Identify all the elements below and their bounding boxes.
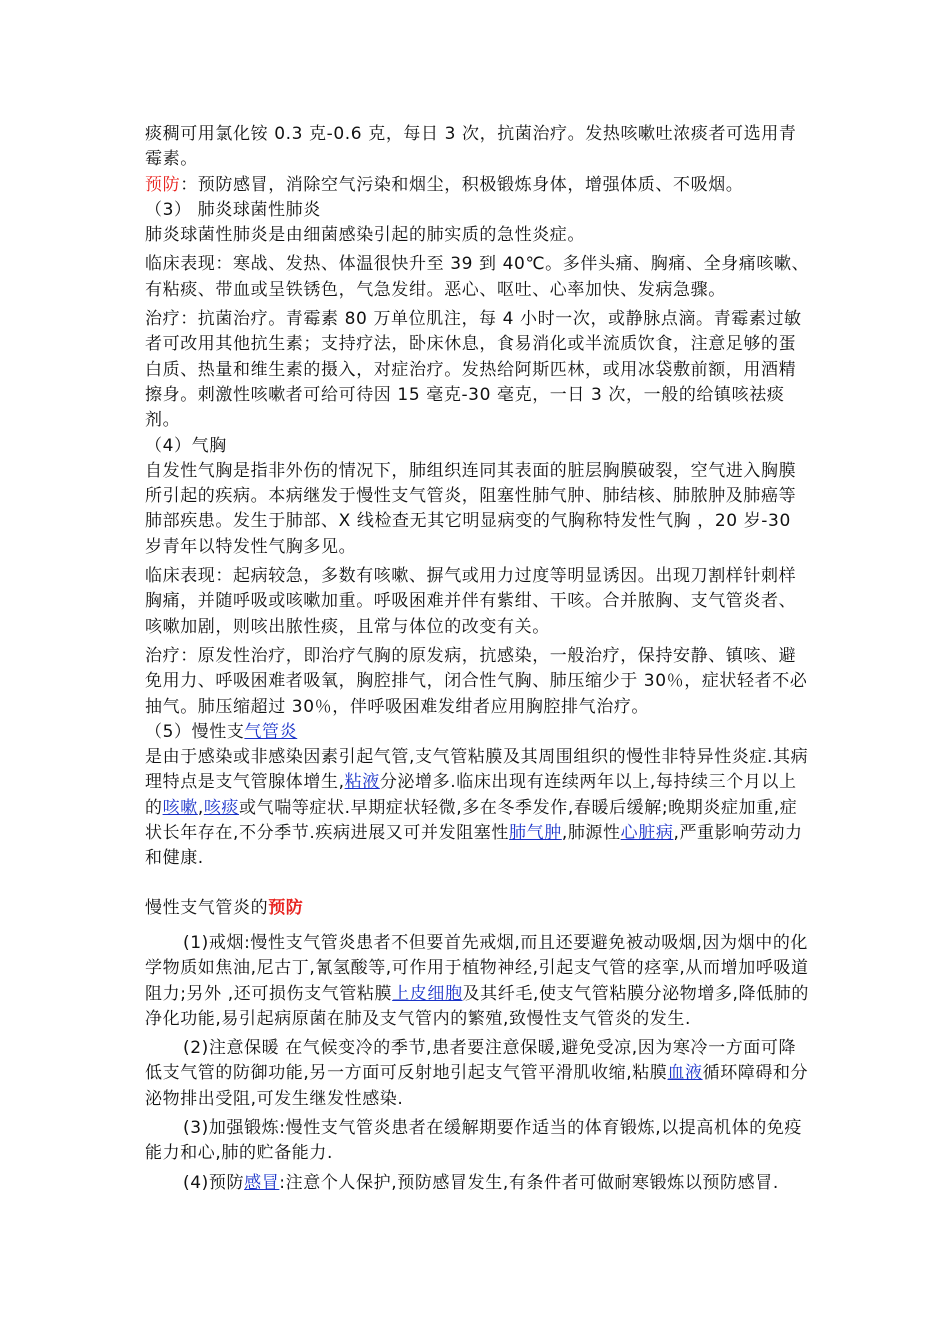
text-segment: 或气喘等症状.早期症状轻微,多在冬季发作,春暖后缓解;晚期炎症加重,症状长年存在,不分季节.疾病进展又可并发阻塞性 bbox=[145, 797, 798, 844]
paragraph-pneumonia-symptoms: 临床表现：寒战、发热、体温很快升至 39 到 40℃。多伴头痛、胸痛、全身痛咳嗽、有粘痰、带血或呈铁锈色，气急发绀。恶心、呕吐、心率加快、发病急骤。 bbox=[145, 254, 810, 300]
paragraph-prevention bbox=[145, 173, 810, 198]
heading-bronchitis-prevention bbox=[145, 896, 810, 921]
paragraph-exercise: (3)加强锻炼:慢性支气管炎患者在缓解期要作适当的体育锻炼,以提高机体的免疫能力和心,肺的贮备能力. bbox=[145, 1117, 803, 1164]
paragraph-keep-warm bbox=[145, 1036, 810, 1112]
paragraph-prevent-cold bbox=[145, 1171, 810, 1196]
paragraph-quit-smoking bbox=[145, 931, 810, 1032]
prevention-text: ：预防感冒，消除空气污染和烟尘，积极锻炼身体，增强体质、不吸烟。 bbox=[180, 174, 744, 195]
heading-prefix: 慢性支气管炎的 bbox=[145, 897, 269, 918]
paragraph-pneumothorax-treatment: 治疗：原发性治疗，即治疗气胸的原发病，抗感染，一般治疗，保持安静、镇咳、避免用力、呼吸困难者吸氧，胸腔排气，闭合性气胸、肺压缩少于 30％，症状轻者不必抽气。肺压缩超过 30％，伴呼吸困难发绀者应用胸腔排气治疗。 bbox=[145, 645, 808, 717]
link-emphysema[interactable]: 肺气肿 bbox=[509, 823, 562, 844]
text-segment: ,肺源性 bbox=[561, 823, 621, 844]
link-heart-disease[interactable]: 心脏病 bbox=[620, 823, 674, 844]
heading-pneumococcal-pneumonia: （3） 肺炎球菌性肺炎 bbox=[145, 199, 321, 220]
text-segment: :注意个人保护,预防感冒发生,有条件者可做耐寒锻炼以预防感冒. bbox=[279, 1172, 779, 1193]
prevention-label: 预防 bbox=[145, 174, 181, 195]
paragraph-pneumonia-definition: 肺炎球菌性肺炎是由细菌感染引起的肺实质的急性炎症。 bbox=[145, 225, 585, 246]
spacer bbox=[145, 872, 810, 896]
link-bronchitis[interactable]: 气管炎 bbox=[244, 721, 298, 742]
paragraph-sputum-treatment: 痰稠可用氯化铵 0.3 克-0.6 克，每日 3 次，抗菌治疗。发热咳嗽吐浓痰者可选用青霉素。 bbox=[145, 124, 797, 170]
text-segment: (1)戒烟:慢性支气管炎患者不但要首先戒烟,而且还要避免被动吸烟,因为烟中的化学物质如焦油,尼古丁,氰氢酸等,可作用于植物神经,引起支气管的痉挛,从而增加呼吸道阻力;另外 ,还可损伤支气管粘膜 bbox=[145, 932, 809, 1004]
link-cough[interactable]: 咳嗽 bbox=[162, 797, 198, 818]
paragraph-bronchitis-definition bbox=[145, 745, 810, 871]
heading-emphasis: 预防 bbox=[268, 897, 304, 918]
document-body bbox=[145, 122, 810, 1196]
text-segment: 是由于感染或非感染因素引起气管,支气管粘膜及其周围组织的慢性非特异性炎症.其病理特点是支气管腺体增生, bbox=[145, 747, 809, 793]
text-segment: (4)预防 bbox=[183, 1172, 245, 1193]
paragraph-pneumonia-treatment: 治疗：抗菌治疗。青霉素 80 万单位肌注，每 4 小时一次，或静脉点滴。青霉素过敏者可改用其他抗生素；支持疗法，卧床休息，食易消化或半流质饮食，注意足够的蛋白质、热量和维生素的摄入，对症治疗。发热给阿斯匹林，或用冰袋敷前额，用酒精擦身。刺激性咳嗽者可给可待因 15 毫克-30 毫克，一日 3 次，一般的给镇咳祛痰剂。 bbox=[145, 309, 802, 431]
link-epithelial-cells[interactable]: 上皮细胞 bbox=[392, 983, 463, 1004]
text-segment: , bbox=[197, 797, 204, 818]
link-cold[interactable]: 感冒 bbox=[244, 1172, 280, 1193]
paragraph-pneumothorax-definition: 自发性气胸是指非外伤的情况下，肺组织连同其表面的脏层胸膜破裂，空气进入胸膜所引起的疾病。本病继发于慢性支气管炎，阻塞性肺气肿、肺结核、肺脓肿及肺癌等肺部疾患。发生于肺部、X 线检查无其它明显病变的气胸称特发性气胸 ，20 岁-30 岁青年以特发性气胸多见。 bbox=[145, 460, 797, 557]
heading-chronic-bronchitis bbox=[145, 720, 810, 745]
text-segment: ,严重影响劳动力和健康. bbox=[145, 823, 803, 869]
text-segment: 及其纤毛,使支气管粘膜分泌物增多,降低肺的净化功能,易引起病原菌在肺及支气管内的繁殖,致慢性支气管炎的发生. bbox=[145, 983, 809, 1029]
heading-prefix: （5）慢性支 bbox=[145, 721, 245, 742]
link-mucus[interactable]: 粘液 bbox=[344, 772, 380, 793]
heading-pneumothorax: （4）气胸 bbox=[145, 435, 227, 456]
text-segment: 分泌增多.临床出现有连续两年以上,每持续三个月以上的 bbox=[145, 772, 797, 818]
link-phlegm[interactable]: 咳痰 bbox=[203, 797, 240, 818]
paragraph-pneumothorax-symptoms: 临床表现：起病较急，多数有咳嗽、摒气或用力过度等明显诱因。出现刀割样针刺样胸痛，并随呼吸或咳嗽加重。呼吸困难并伴有紫绀、干咳。合并脓胸、支气管炎者、咳嗽加剧，则咳出脓性痰，且常与体位的改变有关。 bbox=[145, 566, 797, 637]
text-segment: 循环障碍和分泌物排出受阻,可发生继发性感染. bbox=[145, 1063, 809, 1109]
link-blood[interactable]: 血液 bbox=[667, 1063, 703, 1084]
text-segment: (2)注意保暖 在气候变冷的季节,患者要注意保暖,避免受凉,因为寒冷一方面可降低支气管的防御功能,另一方面可反射地引起支气管平滑肌收缩,粘膜 bbox=[145, 1038, 797, 1084]
